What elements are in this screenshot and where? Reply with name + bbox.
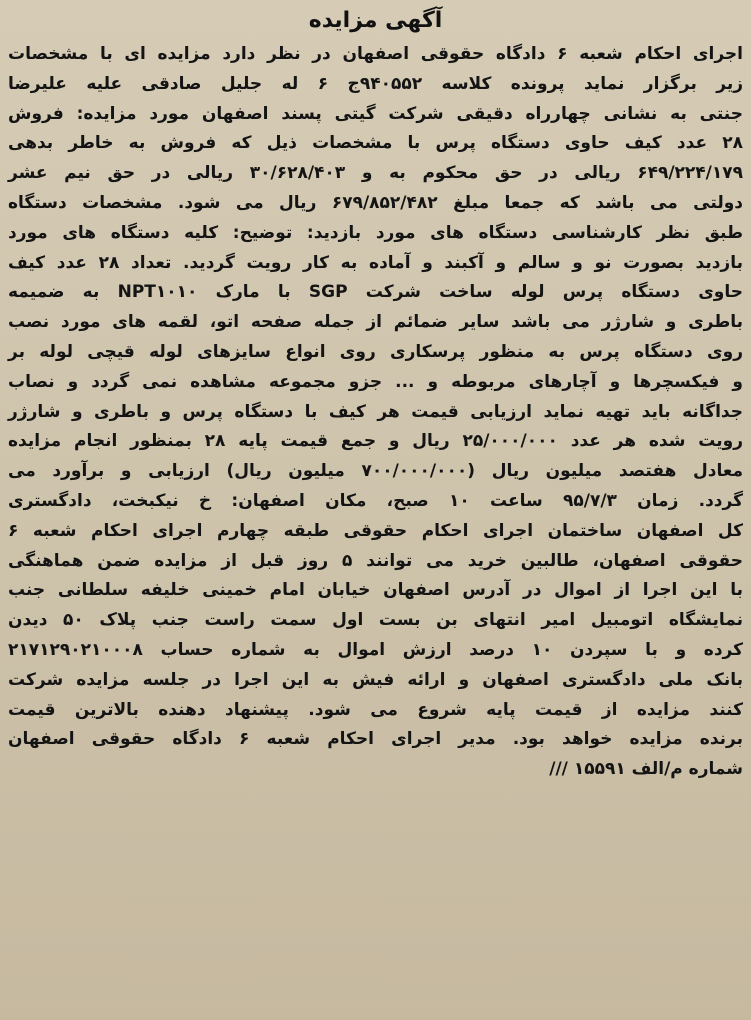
notice-line: دولتی می باشد که جمعا مبلغ ۶۷۹/۸۵۲/۴۸۲ ریال می شود. مشخصات دستگاه — [8, 192, 743, 213]
notice-reference-number: شماره م/الف ۱۵۵۹۱ /// — [549, 759, 743, 780]
notice-line: نمایشگاه اتومبیل امیر انتهای بن بست اول سمت راست جنب پلاک ۵۰ دیدن — [8, 610, 744, 631]
notice-line: حقوقی اصفهان، طالبین خرید می توانند ۵ روز قبل از مزایده ضمن هماهنگی — [8, 550, 743, 571]
notice-line: معادل هفتصد میلیون ریال (۷۰۰/۰۰۰/۰۰۰ میلیون ریال) ارزیابی و برآورد می — [8, 461, 743, 482]
notice-line: اجرای احکام شعبه ۶ دادگاه حقوقی اصفهان در نظر دارد مزایده ای با مشخصات — [8, 44, 743, 64]
notice-line: کل اصفهان ساختمان اجرای احکام حقوقی طبقه چهارم اجرای احکام شعبه ۶ — [8, 520, 743, 541]
notice-line: طبق نظر کارشناسی دستگاه های مورد بازدید: توضیح: کلیه دستگاه های مورد — [8, 222, 743, 243]
notice-line: کنند مزایده از قیمت پایه شروع می شود. پیشنهاد دهنده بالاترین قیمت — [8, 699, 743, 720]
notice-line: با این اجرا از اموال در آدرس اصفهان خیابان امام خمینی خلیفه سلطانی جنب — [8, 580, 743, 601]
notice-line: جداگانه باید تهیه نماید ارزیابی قیمت هر کیف با دستگاه پرس و باطری و شارژر — [8, 401, 743, 422]
notice-line: گردد. زمان ۹۵/۷/۳ ساعت ۱۰ صبح، مکان اصفهان: خ نیکبخت، دادگستری — [8, 490, 743, 511]
notice-line: بانک ملی دادگستری اصفهان و ارائه فیش به این اجرا در جلسه مزایده شرکت — [8, 669, 743, 690]
notice-title: آگهی مزایده — [308, 8, 443, 33]
notice-line: برنده مزایده خواهد بود. مدیر اجرای احکام شعبه ۶ دادگاه حقوقی اصفهان — [8, 729, 744, 750]
notice-line: جنتی به نشانی چهارراه دقیقی شرکت گیتی پسند اصفهان مورد مزایده: فروش — [8, 103, 743, 124]
notice-line: ۲۸ عدد کیف حاوی دستگاه پرس با مشخصات ذیل که فروش به خاطر بدهی — [8, 133, 743, 154]
notice-line: و فیکسچرها و آچارهای مربوطه و ... جزو مجموعه مشاهده نمی گردد و نصاب — [8, 371, 743, 392]
notice-line: رویت شده هر عدد ۲۵/۰۰۰/۰۰۰ ریال و جمع قیمت پایه ۲۸ بمنظور انجام مزایده — [8, 431, 743, 452]
notice-line: روی دستگاه پرس به منظور پرسکاری روی انواع سایزهای لوله قیچی لوله بر — [8, 341, 743, 362]
notice-body — [8, 40, 743, 785]
notice-line: باطری و شارژر می باشد سایر ضمائم از جمله صفحه اتو، لقمه های مورد نصب — [8, 312, 743, 333]
notice-line: کرده و با سپردن ۱۰ درصد ارزش اموال به شماره حساب ۲۱۷۱۲۹۰۲۱۰۰۰۸ — [8, 639, 743, 660]
notice-line: زیر برگزار نماید پرونده کلاسه ۹۴۰۵۵۲ج ۶ له جلیل صادقی علیه علیرضا — [8, 73, 744, 94]
notice-line: بازدید بصورت نو و سالم و آکبند و آماده به کار رویت گردید. تعداد ۲۸ عدد کیف — [8, 252, 743, 273]
notice-line: حاوی دستگاه پرس لوله ساخت شرکت SGP با مارک NPT۱۰۱۰ به ضمیمه — [8, 282, 744, 303]
notice-line: ۶۴۹/۲۲۴/۱۷۹ ریالی در حق محکوم به و ۳۰/۶۲۸/۴۰۳ ریالی در حق نیم عشر — [8, 163, 743, 184]
